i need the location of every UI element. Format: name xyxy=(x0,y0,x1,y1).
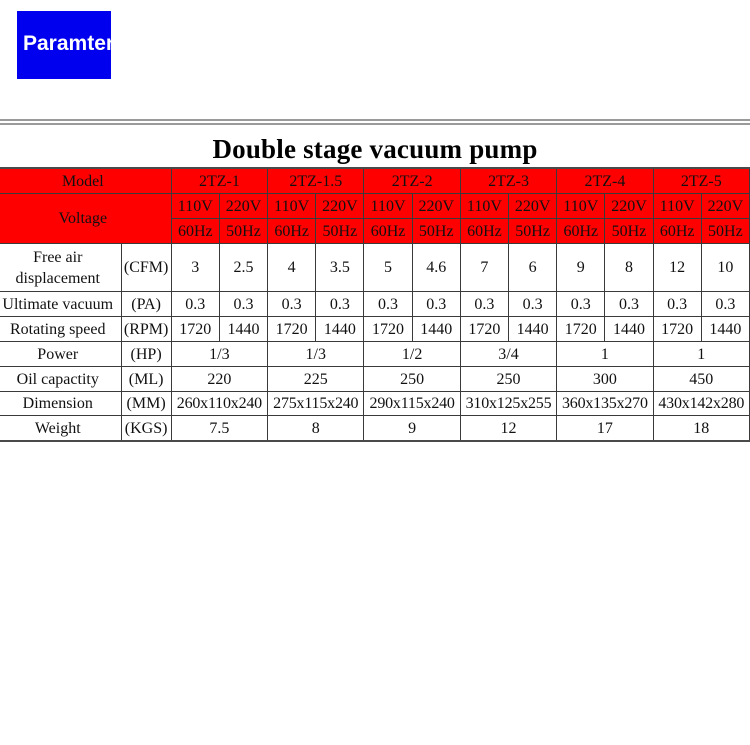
cell-weight-1: 8 xyxy=(268,416,364,442)
cell-free-air-9: 8 xyxy=(605,244,653,292)
cell-power-5: 1 xyxy=(653,342,749,367)
cell-rotating-speed-1: 1440 xyxy=(219,317,267,342)
row-unit-free-air-displacement: (CFM) xyxy=(121,244,171,292)
cell-oil-capacity-3: 250 xyxy=(460,367,556,392)
header-cell-model-3: 2TZ-3 xyxy=(460,168,556,194)
header-cell-frequency-1: 50Hz xyxy=(219,219,267,244)
cell-ultimate-vacuum-1: 0.3 xyxy=(219,292,267,317)
cell-weight-2: 9 xyxy=(364,416,460,442)
cell-weight-3: 12 xyxy=(460,416,556,442)
cell-dimension-0: 260x110x240 xyxy=(171,392,267,416)
row-unit-oil-capacity: (ML) xyxy=(121,367,171,392)
header-cell-frequency-9: 50Hz xyxy=(605,219,653,244)
table-row xyxy=(0,292,750,317)
header-cell-frequency-10: 60Hz xyxy=(653,219,701,244)
cell-ultimate-vacuum-9: 0.3 xyxy=(605,292,653,317)
row-label-power: Power xyxy=(0,342,121,367)
cell-rotating-speed-2: 1720 xyxy=(268,317,316,342)
cell-ultimate-vacuum-10: 0.3 xyxy=(653,292,701,317)
row-unit-dimension: (MM) xyxy=(121,392,171,416)
cell-ultimate-vacuum-5: 0.3 xyxy=(412,292,460,317)
cell-power-3: 3/4 xyxy=(460,342,556,367)
table-row xyxy=(0,416,750,442)
cell-rotating-speed-7: 1440 xyxy=(509,317,557,342)
header-cell-voltage-1: 220V xyxy=(219,194,267,219)
cell-ultimate-vacuum-8: 0.3 xyxy=(557,292,605,317)
cell-rotating-speed-4: 1720 xyxy=(364,317,412,342)
cell-ultimate-vacuum-2: 0.3 xyxy=(268,292,316,317)
header-cell-frequency-5: 50Hz xyxy=(412,219,460,244)
row-unit-weight: (KGS) xyxy=(121,416,171,442)
horizontal-divider xyxy=(0,119,750,125)
header-cell-voltage: Voltage xyxy=(0,194,171,244)
cell-ultimate-vacuum-11: 0.3 xyxy=(701,292,749,317)
cell-power-4: 1 xyxy=(557,342,653,367)
cell-rotating-speed-0: 1720 xyxy=(171,317,219,342)
table-row xyxy=(0,367,750,392)
cell-free-air-7: 6 xyxy=(509,244,557,292)
cell-power-1: 1/3 xyxy=(268,342,364,367)
header-cell-voltage-6: 110V xyxy=(460,194,508,219)
spec-table-container xyxy=(0,130,750,442)
header-cell-voltage-9: 220V xyxy=(605,194,653,219)
cell-dimension-5: 430x142x280 xyxy=(653,392,749,416)
header-cell-frequency-7: 50Hz xyxy=(509,219,557,244)
cell-oil-capacity-5: 450 xyxy=(653,367,749,392)
header-cell-frequency-8: 60Hz xyxy=(557,219,605,244)
cell-dimension-1: 275x115x240 xyxy=(268,392,364,416)
cell-weight-5: 18 xyxy=(653,416,749,442)
cell-free-air-3: 3.5 xyxy=(316,244,364,292)
header-cell-frequency-11: 50Hz xyxy=(701,219,749,244)
cell-free-air-8: 9 xyxy=(557,244,605,292)
table-row xyxy=(0,244,750,292)
header-cell-voltage-11: 220V xyxy=(701,194,749,219)
row-label-free-air-displacement: Free air displacement xyxy=(0,244,121,292)
cell-power-2: 1/2 xyxy=(364,342,460,367)
cell-dimension-4: 360x135x270 xyxy=(557,392,653,416)
cell-weight-0: 7.5 xyxy=(171,416,267,442)
header-cell-voltage-3: 220V xyxy=(316,194,364,219)
table-header-row-model xyxy=(0,168,750,194)
cell-dimension-2: 290x115x240 xyxy=(364,392,460,416)
cell-rotating-speed-8: 1720 xyxy=(557,317,605,342)
cell-free-air-6: 7 xyxy=(460,244,508,292)
cell-dimension-3: 310x125x255 xyxy=(460,392,556,416)
cell-oil-capacity-0: 220 xyxy=(171,367,267,392)
header-cell-frequency-4: 60Hz xyxy=(364,219,412,244)
specification-table xyxy=(0,167,750,442)
header-cell-voltage-2: 110V xyxy=(268,194,316,219)
header-cell-model-2: 2TZ-2 xyxy=(364,168,460,194)
cell-rotating-speed-10: 1720 xyxy=(653,317,701,342)
cell-free-air-0: 3 xyxy=(171,244,219,292)
parameter-tab-badge[interactable] xyxy=(17,11,115,79)
cell-free-air-10: 12 xyxy=(653,244,701,292)
table-row xyxy=(0,342,750,367)
cell-rotating-speed-11: 1440 xyxy=(701,317,749,342)
header-cell-model-1: 2TZ-1.5 xyxy=(268,168,364,194)
header-cell-frequency-6: 60Hz xyxy=(460,219,508,244)
cell-ultimate-vacuum-0: 0.3 xyxy=(171,292,219,317)
row-label-dimension: Dimension xyxy=(0,392,121,416)
cell-ultimate-vacuum-7: 0.3 xyxy=(509,292,557,317)
table-row xyxy=(0,317,750,342)
cell-rotating-speed-5: 1440 xyxy=(412,317,460,342)
cell-power-0: 1/3 xyxy=(171,342,267,367)
cell-weight-4: 17 xyxy=(557,416,653,442)
cell-free-air-11: 10 xyxy=(701,244,749,292)
header-cell-frequency-2: 60Hz xyxy=(268,219,316,244)
header-cell-model-5: 2TZ-5 xyxy=(653,168,749,194)
row-label-weight: Weight xyxy=(0,416,121,442)
cell-ultimate-vacuum-4: 0.3 xyxy=(364,292,412,317)
row-unit-power: (HP) xyxy=(121,342,171,367)
header-cell-model: Model xyxy=(0,168,171,194)
header-cell-voltage-8: 110V xyxy=(557,194,605,219)
table-header-row-voltage xyxy=(0,194,750,219)
row-unit-rotating-speed: (RPM) xyxy=(121,317,171,342)
header-cell-voltage-5: 220V xyxy=(412,194,460,219)
header-cell-voltage-10: 110V xyxy=(653,194,701,219)
cell-rotating-speed-6: 1720 xyxy=(460,317,508,342)
table-title: Double stage vacuum pump xyxy=(212,134,538,164)
cell-free-air-1: 2.5 xyxy=(219,244,267,292)
header-cell-frequency-0: 60Hz xyxy=(171,219,219,244)
cell-ultimate-vacuum-6: 0.3 xyxy=(460,292,508,317)
header-cell-model-0: 2TZ-1 xyxy=(171,168,267,194)
cell-rotating-speed-3: 1440 xyxy=(316,317,364,342)
row-label-ultimate-vacuum: Ultimate vacuum xyxy=(0,292,121,317)
header-cell-frequency-3: 50Hz xyxy=(316,219,364,244)
parameter-tab-label: Paramter xyxy=(23,32,115,55)
row-unit-ultimate-vacuum: (PA) xyxy=(121,292,171,317)
cell-free-air-2: 4 xyxy=(268,244,316,292)
row-label-oil-capacity: Oil capactity xyxy=(0,367,121,392)
row-label-rotating-speed: Rotating speed xyxy=(0,317,121,342)
cell-rotating-speed-9: 1440 xyxy=(605,317,653,342)
cell-oil-capacity-4: 300 xyxy=(557,367,653,392)
cell-free-air-5: 4.6 xyxy=(412,244,460,292)
cell-oil-capacity-1: 225 xyxy=(268,367,364,392)
header-cell-voltage-4: 110V xyxy=(364,194,412,219)
header-cell-voltage-7: 220V xyxy=(509,194,557,219)
header-cell-model-4: 2TZ-4 xyxy=(557,168,653,194)
cell-ultimate-vacuum-3: 0.3 xyxy=(316,292,364,317)
header-cell-voltage-0: 110V xyxy=(171,194,219,219)
cell-oil-capacity-2: 250 xyxy=(364,367,460,392)
table-row xyxy=(0,392,750,416)
cell-free-air-4: 5 xyxy=(364,244,412,292)
